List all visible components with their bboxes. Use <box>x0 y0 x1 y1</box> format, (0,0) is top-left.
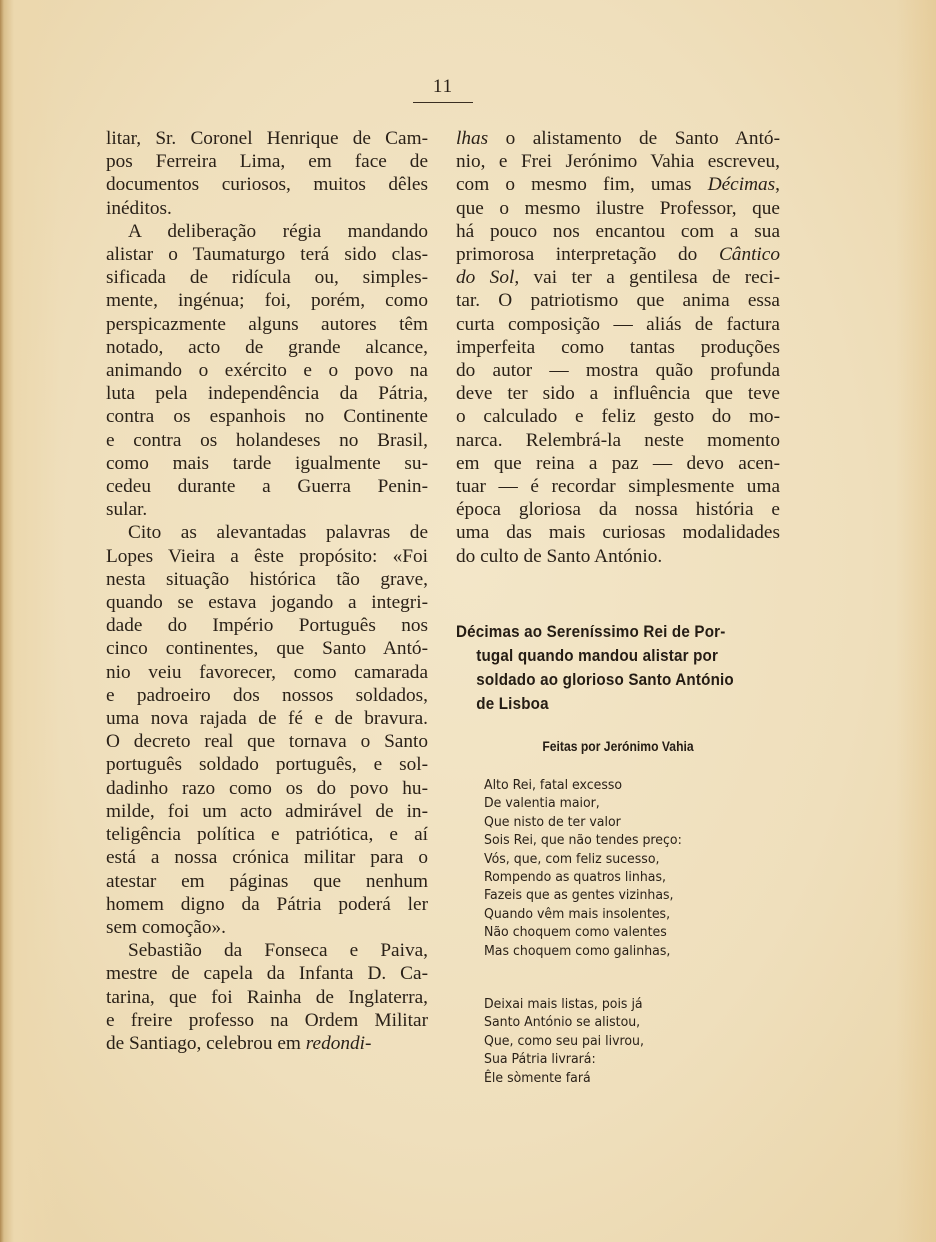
text-span: , <box>775 174 780 196</box>
text-line: alistar o Taumaturgo terá sido clas- <box>106 244 428 266</box>
text-span: , vai ter a gentilesa de reci- <box>514 267 781 289</box>
text-line: imperfeita como tantas produções <box>456 336 780 358</box>
poem-stanza <box>484 777 769 961</box>
text-line: contra os espanhois no Continente <box>106 406 428 428</box>
text-line: luta pela independência da Pátria, <box>106 383 428 405</box>
verse-line: Quando vêm mais insolentes, <box>484 906 671 922</box>
verse-line: Deixai mais listas, pois já <box>484 997 643 1012</box>
verse-line: Sua Pátria livrará: <box>484 1052 596 1068</box>
text-line: narca. Relembrá-la neste momento <box>456 429 780 451</box>
text-line: notado, acto de grande alcance, <box>106 336 428 358</box>
text-line: e contra os holandeses no Brasil, <box>106 429 428 451</box>
text-span: primorosa interpretação do <box>456 244 719 266</box>
text-line: litar, Sr. Coronel Henrique de Cam- <box>106 128 428 149</box>
text-line: o calculado e feliz gesto do mo- <box>456 406 780 428</box>
paragraph-start-line: Sebastião da Fonseca e Paiva, <box>128 940 428 962</box>
page-number: 11 <box>432 76 454 97</box>
text-line: há pouco nos encantou com a sua <box>456 220 780 242</box>
italic-word: Décimas <box>707 174 776 196</box>
text-line: do autor — mostra quão profunda <box>456 360 780 382</box>
text-line: mestre de capela da Infanta D. Ca- <box>106 963 428 985</box>
right-text-column <box>456 127 780 568</box>
text-line <box>106 1032 428 1055</box>
verse-line: Sois Rei, que não tendes preço: <box>484 833 682 849</box>
text-line <box>456 266 780 289</box>
text-line: animando o exército e o povo na <box>106 360 428 382</box>
italic-word: lhas <box>456 128 489 149</box>
text-line: sem comoção». <box>106 916 226 938</box>
italic-word: do Sol <box>456 267 515 289</box>
text-line: pos Ferreira Lima, em face de <box>106 151 428 173</box>
verse-line: Santo António se alistou, <box>484 1015 641 1031</box>
text-line: dadinho razo como os do povo hu- <box>106 777 428 799</box>
text-line: cinco continentes, que Santo Antó- <box>106 638 428 660</box>
text-line: deve ter sido a influência que teve <box>456 383 780 405</box>
text-line: português soldado português, e sol- <box>106 754 428 776</box>
poem-byline: Feitas por Jerónimo Vahia <box>542 739 694 754</box>
poem-title-line: de Lisboa <box>476 695 549 713</box>
text-span: de Santiago, celebrou em <box>106 1032 306 1054</box>
text-line: tarina, que foi Rainha de Inglaterra, <box>106 986 428 1008</box>
verse-line: Êle sòmente fará <box>484 1070 591 1086</box>
text-line: tuar — é recordar simplesmente uma <box>456 476 780 498</box>
verse-line: Mas choquem como galinhas, <box>484 943 671 959</box>
poem-title <box>456 620 754 716</box>
paragraph-start-line: Cito as alevantadas palavras de <box>128 522 428 544</box>
text-line: milde, foi um acto admirável de in- <box>106 800 428 822</box>
poem-title-line: tugal quando mandou alistar por <box>476 647 719 665</box>
page-number-rule <box>413 102 473 103</box>
text-line: quando se estava jogando a integri- <box>106 592 428 614</box>
text-line: atestar em páginas que nenhum <box>106 870 428 892</box>
text-line: como mais tarde igualmente su- <box>106 452 428 474</box>
text-line: nesta situação histórica tão grave, <box>106 568 428 590</box>
poem-stanza <box>484 996 769 1088</box>
poem-title-line: soldado ao glorioso Santo António <box>476 671 734 689</box>
text-line: perspicazmente alguns autores têm <box>106 313 428 335</box>
verse-line: Não choquem como valentes <box>484 925 667 941</box>
verse-line: Rompendo as quatros linhas, <box>484 870 666 886</box>
text-span: o alistamento de Santo Antó- <box>488 128 780 149</box>
text-line: inéditos. <box>106 197 172 219</box>
text-line: teligência política e patriótica, e aí <box>106 824 428 846</box>
text-line: cedeu durante a Guerra Penin- <box>106 476 428 498</box>
text-line: do culto de Santo António. <box>456 545 663 567</box>
text-line: O decreto real que tornava o Santo <box>106 731 428 753</box>
text-line: nio veiu favorecer, como camarada <box>106 661 428 683</box>
verse-line: De valentia maior, <box>484 796 600 812</box>
verse-line: Fazeis que as gentes vizinhas, <box>484 888 674 904</box>
verse-line: Vós, que, com feliz sucesso, <box>484 851 660 867</box>
text-line <box>456 243 780 266</box>
text-line: curta composição — aliás de factura <box>456 313 780 335</box>
verse-line: Alto Rei, fatal excesso <box>484 778 623 793</box>
italic-word: Cântico <box>718 244 780 266</box>
text-line: uma nova rajada de fé e de bravura. <box>106 708 428 730</box>
paragraph-start-line: A deliberação régia mandando <box>128 220 428 242</box>
text-line: tar. O patriotismo que anima essa <box>456 290 780 312</box>
text-span: com o mesmo fim, umas <box>456 174 708 196</box>
text-line <box>456 173 780 196</box>
text-line: e padroeiro dos nossos soldados, <box>106 684 428 706</box>
text-line: sificada de ridícula ou, simples- <box>106 267 428 289</box>
text-line: nio, e Frei Jerónimo Vahia escreveu, <box>456 151 780 173</box>
italic-word: redondi- <box>305 1032 372 1054</box>
left-text-column <box>106 127 428 1055</box>
text-line: e freire professo na Ordem Militar <box>106 1009 428 1031</box>
text-line: que o mesmo ilustre Professor, que <box>456 197 780 219</box>
text-line: dade do Império Português nos <box>106 615 428 637</box>
text-line <box>456 127 780 150</box>
verse-line: Que, como seu pai livrou, <box>484 1033 644 1049</box>
text-line: documentos curiosos, muitos dêles <box>106 174 428 196</box>
text-line: sular. <box>106 499 148 521</box>
text-line: época gloriosa da nossa história e <box>456 499 780 521</box>
text-line: está a nossa crónica militar para o <box>106 847 428 869</box>
text-line: em que reina a paz — devo acen- <box>456 452 780 474</box>
text-line: Lopes Vieira a êste propósito: «Foi <box>106 545 428 567</box>
text-line: homem digno da Pátria poderá ler <box>106 893 428 915</box>
poem-title-line: Décimas ao Sereníssimo Rei de Por- <box>456 623 726 641</box>
text-line: uma das mais curiosas modalidades <box>456 522 780 544</box>
verse-line: Que nisto de ter valor <box>484 814 621 830</box>
text-line: mente, ingénua; foi, porém, como <box>106 290 428 312</box>
